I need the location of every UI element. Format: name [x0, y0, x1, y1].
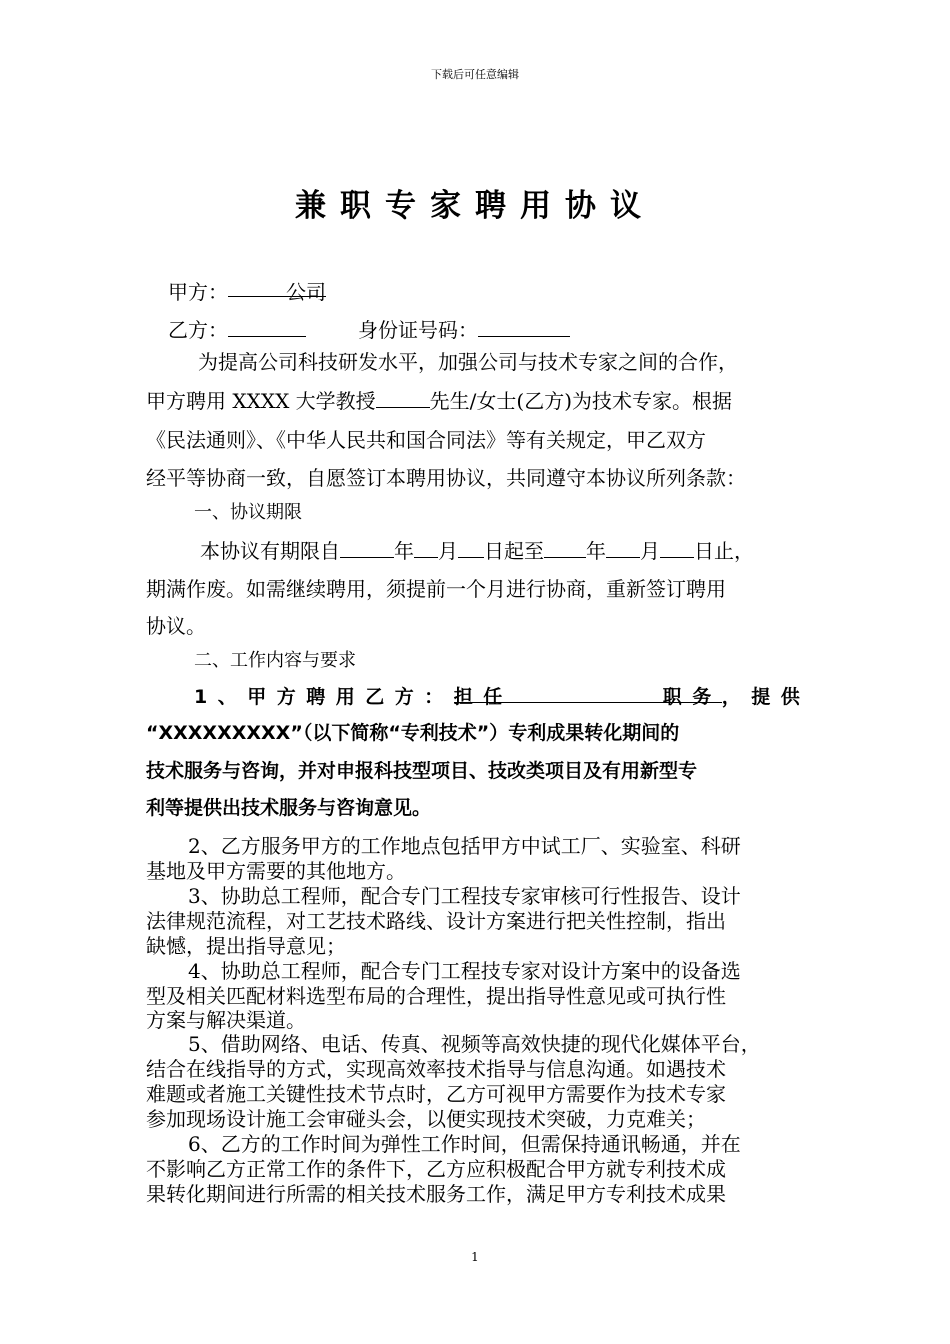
item-4-line: 4、协助总工程师，配合专门工程技专家对设计方案中的设备选: [188, 959, 741, 983]
start-month-blank: [414, 537, 438, 558]
item-5-line: 结合在线指导的方式，实现高效率技术指导与信息沟通。如遇技术: [146, 1057, 726, 1081]
expert-name-blank: [376, 387, 430, 408]
intro-line: 为提高公司科技研发水平，加强公司与技术专家之间的合作，: [198, 350, 738, 374]
section-2-heading: 二、工作内容与要求: [194, 650, 356, 671]
header-note: 下载后可任意编辑: [431, 68, 519, 81]
page-number: 1: [471, 1250, 479, 1264]
item-1-line: 1、甲方聘用乙方：担任 职务，提供: [194, 682, 810, 709]
intro-line: 经平等协商一致，自愿签订本聘用协议，共同遵守本协议所列条款：: [146, 466, 746, 490]
start-day-blank: [458, 537, 484, 558]
item-2-line: 基地及甲方需要的其他地方。: [146, 859, 406, 883]
intro-line: 《民法通则》、《中华人民共和国合同法》等有关规定，甲乙双方: [146, 428, 706, 452]
party-b-label: 乙方：: [168, 318, 228, 342]
item-6-line: 果转化期间进行所需的相关技术服务工作，满足甲方专利技术成果: [146, 1182, 726, 1206]
start-year-blank: [340, 537, 394, 558]
term-line: 协议。: [146, 614, 206, 638]
position-suffix: 职务: [663, 682, 722, 703]
party-a-company: 公司: [228, 276, 326, 297]
item-2-line: 2、乙方服务甲方的工作地点包括甲方中试工厂、实验室、科研: [188, 834, 741, 858]
section-1-heading: 一、协议期限: [194, 502, 302, 523]
position-blank: 担任: [454, 682, 663, 703]
item-3-line: 法律规范流程，对工艺技术路线、设计方案进行把关性控制，指出: [146, 909, 726, 933]
id-number-blank: [478, 316, 570, 337]
intro-line: 甲方聘用 XXXX 大学教授 先生/女士(乙方)为技术专家。根据: [146, 389, 733, 413]
item-6-line: 6、乙方的工作时间为弹性工作时间，但需保持通讯畅通，并在: [188, 1132, 741, 1156]
item-4-line: 型及相关匹配材料选型布局的合理性，提出指导性意见或可执行性: [146, 984, 726, 1008]
item-5-line: 难题或者施工关键性技术节点时，乙方可视甲方需要作为技术专家: [146, 1082, 726, 1106]
party-b-name-blank: [228, 316, 306, 337]
item-3-line: 缺憾，提出指导意见；: [146, 934, 346, 958]
item-1-line: 技术服务与咨询，并对申报科技型项目、技改类项目及有用新型专: [146, 760, 698, 782]
item-6-line: 不影响乙方正常工作的条件下，乙方应积极配合甲方就专利技术成: [146, 1157, 726, 1181]
item-3-line: 3、协助总工程师，配合专门工程技专家审核可行性报告、设计: [188, 884, 741, 908]
party-b-line: [168, 314, 570, 343]
item-5-line: 5、借助网络、电话、传真、视频等高效快捷的现代化媒体平台，: [188, 1032, 761, 1056]
item-4-line: 方案与解决渠道。: [146, 1008, 306, 1032]
id-number-label: 身份证号码：: [358, 318, 478, 342]
item-5-line: 参加现场设计施工会审碰头会，以便实现技术突破，力克难关；: [146, 1107, 706, 1131]
item-1-line: 利等提供出技术服务与咨询意见。: [146, 797, 432, 819]
term-line: 本协议有期限自 年 月 日起至 年 月 日止，: [200, 539, 754, 563]
end-year-blank: [544, 537, 586, 558]
party-a-line: [168, 276, 326, 305]
end-month-blank: [606, 537, 640, 558]
item-1-line: “XXXXXXXXX”（以下简称“专利技术”）专利成果转化期间的: [146, 722, 680, 744]
document-title: 兼职专家聘用协议: [295, 188, 655, 224]
term-line: 期满作废。如需继续聘用，须提前一个月进行协商，重新签订聘用: [146, 577, 726, 601]
end-day-blank: [660, 537, 694, 558]
party-a-label: 甲方：: [168, 280, 228, 304]
